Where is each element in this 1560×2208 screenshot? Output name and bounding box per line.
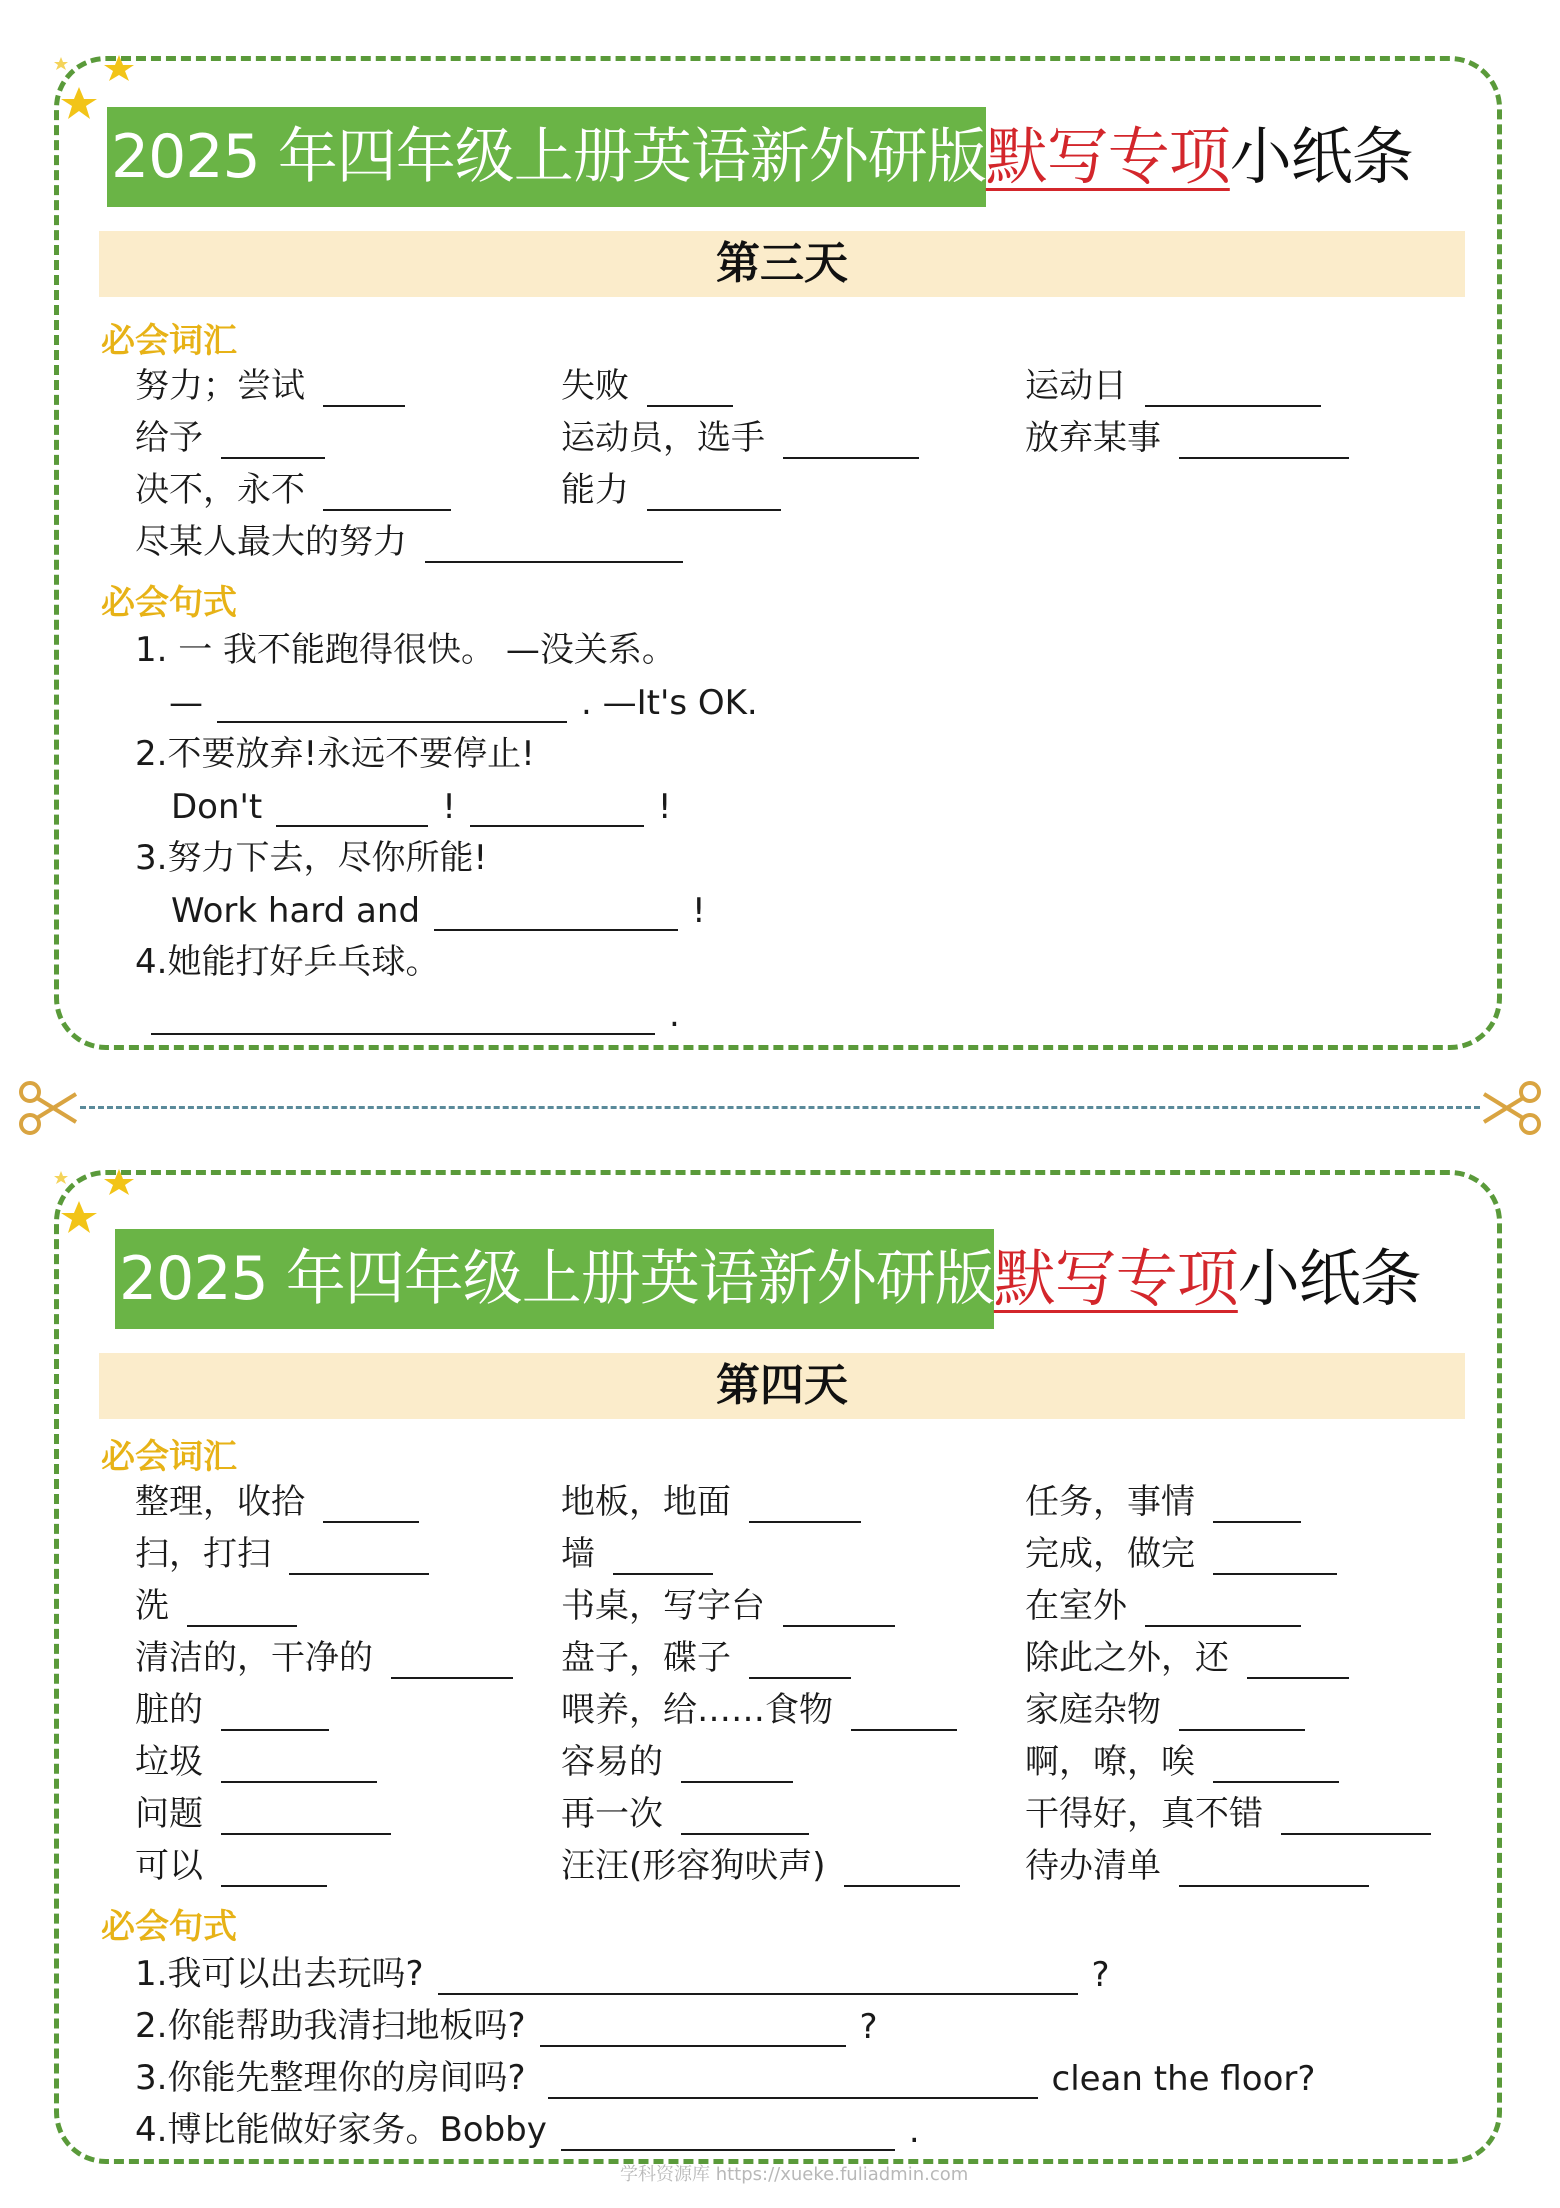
answer-blank[interactable] — [323, 375, 405, 407]
answer-blank[interactable] — [844, 1855, 960, 1887]
answer-blank[interactable] — [1179, 1855, 1369, 1887]
sentence-prompt: 4.她能打好乒乓球。 — [135, 942, 440, 982]
vocab-item: 家庭杂物 — [1025, 1687, 1305, 1731]
title-black-part: 小纸条 — [1237, 1242, 1421, 1315]
answer-blank[interactable] — [647, 479, 781, 511]
day-label: 第三天 — [99, 231, 1465, 297]
answer-blank[interactable] — [221, 1803, 391, 1835]
answer-blank[interactable] — [289, 1543, 429, 1575]
answer-blank[interactable] — [391, 1647, 513, 1679]
answer-blank[interactable] — [323, 479, 451, 511]
vocab-item: 除此之外，还 — [1025, 1635, 1349, 1679]
vocab-item: 尽某人最大的努力 — [135, 519, 683, 563]
watermark: 学科资源库 https://xueke.fuliadmin.com — [620, 2164, 969, 2185]
vocab-item: 清洁的，干净的 — [135, 1635, 513, 1679]
sentence-answer-line: Work hard and ! — [171, 891, 706, 931]
vocab-item: 完成，做完 — [1025, 1531, 1337, 1575]
vocab-item: 任务，事情 — [1025, 1479, 1301, 1523]
sentence-prompt: 2.不要放弃!永远不要停止! — [135, 734, 535, 774]
answer-blank[interactable] — [221, 1751, 377, 1783]
cut-line — [80, 1106, 1480, 1109]
answer-blank[interactable] — [561, 2119, 895, 2151]
title-green-part: 2025 年四年级上册英语新外研版 — [107, 107, 986, 207]
worksheet-card-day3 — [54, 56, 1502, 1050]
answer-blank[interactable] — [749, 1647, 851, 1679]
card-title — [115, 1229, 1421, 1329]
sentence-heading: 必会句式 — [101, 1907, 237, 1947]
vocab-item: 容易的 — [561, 1739, 793, 1783]
answer-blank[interactable] — [783, 1595, 895, 1627]
answer-blank[interactable] — [323, 1491, 419, 1523]
vocab-item: 失败 — [561, 363, 733, 407]
vocab-item: 给予 — [135, 415, 325, 459]
sentence-line: 2.你能帮助我清扫地板吗? ? — [135, 2006, 878, 2047]
vocab-item: 能力 — [561, 467, 781, 511]
answer-blank[interactable] — [681, 1751, 793, 1783]
answer-blank[interactable] — [434, 899, 678, 931]
answer-blank[interactable] — [187, 1595, 297, 1627]
answer-blank[interactable] — [276, 795, 428, 827]
answer-blank[interactable] — [425, 531, 683, 563]
vocab-item: 决不，永不 — [135, 467, 451, 511]
card-title — [107, 107, 1413, 207]
answer-blank[interactable] — [1145, 1595, 1301, 1627]
sentence-prompt: 1. 一 我不能跑得很快。 —没关系。 — [135, 630, 676, 670]
worksheet-card-day4 — [54, 1170, 1502, 2164]
sentence-line: 3.你能先整理你的房间吗? clean the floor? — [135, 2058, 1316, 2099]
answer-blank[interactable] — [470, 795, 644, 827]
vocab-item: 脏的 — [135, 1687, 329, 1731]
vocab-item: 啊，嘹，唉 — [1025, 1739, 1339, 1783]
sentence-line: 4.博比能做好家务。Bobby . — [135, 2110, 920, 2151]
vocab-item: 整理，收拾 — [135, 1479, 419, 1523]
sentence-line: 1.我可以出去玩吗? ? — [135, 1954, 1110, 1995]
scissors-icon — [1480, 1076, 1544, 1140]
vocab-item: 努力；尝试 — [135, 363, 405, 407]
answer-blank[interactable] — [681, 1803, 809, 1835]
answer-blank[interactable] — [1145, 375, 1321, 407]
answer-blank[interactable] — [1247, 1647, 1349, 1679]
title-red-part: 默写专项 — [985, 120, 1230, 193]
vocab-item: 扫，打扫 — [135, 1531, 429, 1575]
vocab-item: 可以 — [135, 1843, 327, 1887]
answer-blank[interactable] — [1179, 427, 1349, 459]
vocab-item: 运动日 — [1025, 363, 1321, 407]
answer-blank[interactable] — [1213, 1543, 1337, 1575]
sentence-prompt: 3.努力下去，尽你所能! — [135, 838, 488, 878]
answer-blank[interactable] — [438, 1963, 1078, 1995]
answer-blank[interactable] — [221, 427, 325, 459]
answer-blank[interactable] — [1179, 1699, 1305, 1731]
answer-blank[interactable] — [851, 1699, 957, 1731]
answer-blank[interactable] — [221, 1699, 329, 1731]
vocab-item: 汪汪(形容狗吠声) — [561, 1843, 960, 1887]
vocab-item: 地板，地面 — [561, 1479, 861, 1523]
vocab-item: 在室外 — [1025, 1583, 1301, 1627]
vocab-item: 墙 — [561, 1531, 713, 1575]
day-label: 第四天 — [99, 1353, 1465, 1419]
sentence-heading: 必会句式 — [101, 583, 237, 623]
answer-blank[interactable] — [221, 1855, 327, 1887]
vocab-item: 再一次 — [561, 1791, 809, 1835]
vocab-item: 垃圾 — [135, 1739, 377, 1783]
answer-blank[interactable] — [749, 1491, 861, 1523]
title-black-part: 小纸条 — [1229, 120, 1413, 193]
answer-blank[interactable] — [1213, 1751, 1339, 1783]
vocab-item: 运动员，选手 — [561, 415, 919, 459]
sentence-answer-line: Don't ! ! — [171, 787, 672, 827]
title-red-part: 默写专项 — [993, 1242, 1238, 1315]
vocab-item: 书桌，写字台 — [561, 1583, 895, 1627]
answer-blank[interactable] — [1281, 1803, 1431, 1835]
answer-blank[interactable] — [647, 375, 733, 407]
vocab-item: 喂养，给……食物 — [561, 1687, 957, 1731]
title-green-part: 2025 年四年级上册英语新外研版 — [115, 1229, 994, 1329]
answer-blank[interactable] — [613, 1543, 713, 1575]
vocab-item: 放弃某事 — [1025, 415, 1349, 459]
vocab-item: 待办清单 — [1025, 1843, 1369, 1887]
answer-blank[interactable] — [151, 1003, 655, 1035]
answer-blank[interactable] — [548, 2067, 1038, 2099]
vocab-item: 洗 — [135, 1583, 297, 1627]
vocab-item: 盘子，碟子 — [561, 1635, 851, 1679]
answer-blank[interactable] — [540, 2015, 846, 2047]
answer-blank[interactable] — [217, 691, 567, 723]
vocab-item: 干得好，真不错 — [1025, 1791, 1431, 1835]
vocab-heading: 必会词汇 — [101, 1437, 237, 1477]
vocab-heading: 必会词汇 — [101, 321, 237, 361]
scissors-icon — [16, 1076, 80, 1140]
sentence-answer-line: — . —It's OK. — [169, 683, 758, 723]
vocab-item: 问题 — [135, 1791, 391, 1835]
answer-blank[interactable] — [1213, 1491, 1301, 1523]
answer-blank[interactable] — [783, 427, 919, 459]
sentence-answer-line: . — [137, 991, 680, 1035]
